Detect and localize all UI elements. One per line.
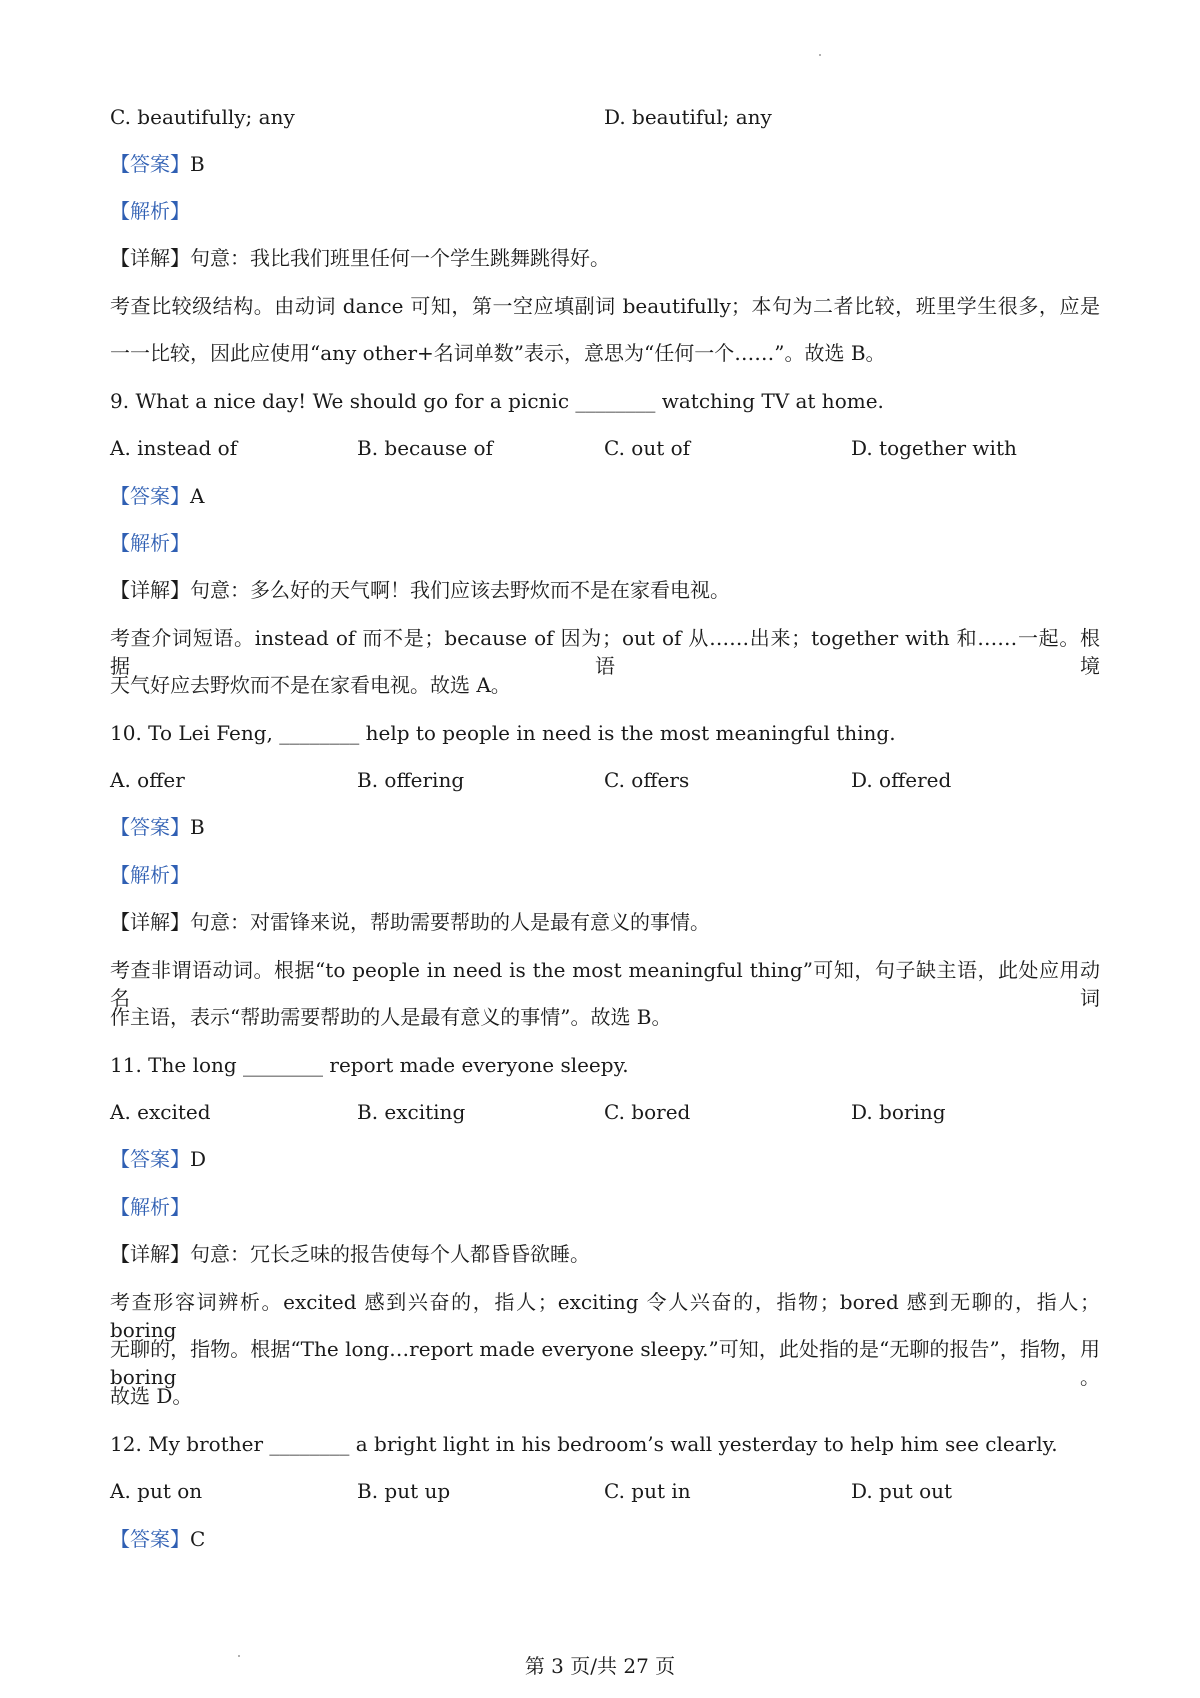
q12-option-a: A. put on bbox=[110, 1479, 203, 1503]
q8-explanation-line-2: 一一比较，因此应使用“any other+名词单数”表示，意思为“任何一个……”。故选 B。 bbox=[110, 341, 886, 365]
q11-explanation-line-1: 考查形容词辨析。excited 感到兴奋的，指人；exciting 令人兴奋的，指物；bored 感到无聊的，指人；boring bbox=[110, 1290, 1100, 1342]
q9-stem: 9. What a nice day! We should go for a picnic ________ watching TV at home. bbox=[110, 389, 884, 413]
q9-option-b: B. because of bbox=[357, 436, 493, 460]
page-number: 第 3 页/共 27 页 bbox=[524, 1654, 676, 1678]
answer-tag: 【答案】 bbox=[110, 1527, 190, 1551]
q9-option-a: A. instead of bbox=[110, 436, 238, 460]
q11-analysis-tag: 【解析】 bbox=[110, 1195, 190, 1219]
detail-tag: 【详解】 bbox=[110, 1242, 190, 1266]
q8-option-c: C. beautifully; any bbox=[110, 105, 295, 129]
q8-option-d: D. beautiful; any bbox=[604, 105, 772, 129]
q10-option-a: A. offer bbox=[110, 768, 185, 792]
q10-explanation-line-2: 作主语，表示“帮助需要帮助的人是最有意义的事情”。故选 B。 bbox=[110, 1005, 672, 1029]
q8-analysis-tag: 【解析】 bbox=[110, 199, 190, 223]
answer-value: C bbox=[190, 1527, 206, 1551]
q11-stem: 11. The long ________ report made everyone sleepy. bbox=[110, 1053, 629, 1077]
answer-value: A bbox=[190, 484, 205, 508]
q10-detail bbox=[110, 908, 710, 936]
q12-option-b: B. put up bbox=[357, 1479, 451, 1503]
q8-explanation-line-1: 考查比较级结构。由动词 dance 可知，第一空应填副词 beautifully；本句为二者比较，班里学生很多，应是 bbox=[110, 294, 1100, 318]
q10-stem: 10. To Lei Feng, ________ help to people in need is the most meaningful thing. bbox=[110, 721, 896, 745]
detail-tag: 【详解】 bbox=[110, 578, 190, 602]
detail-tag: 【详解】 bbox=[110, 910, 190, 934]
q10-answer bbox=[110, 813, 205, 841]
answer-tag: 【答案】 bbox=[110, 152, 190, 176]
detail-text: 句意：冗长乏味的报告使每个人都昏昏欲睡。 bbox=[190, 1242, 590, 1266]
q8-detail bbox=[110, 244, 610, 272]
q9-analysis-tag: 【解析】 bbox=[110, 531, 190, 555]
q12-answer bbox=[110, 1525, 205, 1553]
q12-option-d: D. put out bbox=[851, 1479, 953, 1503]
answer-tag: 【答案】 bbox=[110, 484, 190, 508]
answer-value: B bbox=[190, 815, 205, 839]
q9-option-c: C. out of bbox=[604, 436, 691, 460]
q10-option-b: B. offering bbox=[357, 768, 465, 792]
q10-analysis-tag: 【解析】 bbox=[110, 863, 190, 887]
q9-option-d: D. together with bbox=[851, 436, 1017, 460]
q10-option-c: C. offers bbox=[604, 768, 690, 792]
answer-tag: 【答案】 bbox=[110, 815, 190, 839]
q9-explanation-line-1: 考查介词短语。instead of 而不是；because of 因为；out of 从……出来；together with 和……一起。根据语境 bbox=[110, 626, 1100, 678]
q11-option-a: A. excited bbox=[110, 1100, 211, 1124]
q11-option-c: C. bored bbox=[604, 1100, 691, 1124]
detail-tag: 【详解】 bbox=[110, 246, 190, 270]
q9-answer bbox=[110, 482, 204, 510]
detail-text: 句意：多么好的天气啊！我们应该去野炊而不是在家看电视。 bbox=[190, 578, 730, 602]
q11-explanation-line-3: 故选 D。 bbox=[110, 1384, 193, 1408]
q9-explanation-line-2: 天气好应去野炊而不是在家看电视。故选 A。 bbox=[110, 673, 511, 697]
q11-option-b: B. exciting bbox=[357, 1100, 466, 1124]
q11-answer bbox=[110, 1145, 206, 1173]
answer-value: D bbox=[190, 1147, 207, 1171]
detail-text: 句意：对雷锋来说，帮助需要帮助的人是最有意义的事情。 bbox=[190, 910, 710, 934]
scan-dot bbox=[819, 54, 821, 56]
q8-answer bbox=[110, 150, 205, 178]
detail-text: 句意：我比我们班里任何一个学生跳舞跳得好。 bbox=[190, 246, 610, 270]
answer-value: B bbox=[190, 152, 205, 176]
q9-detail bbox=[110, 576, 730, 604]
answer-tag: 【答案】 bbox=[110, 1147, 190, 1171]
q11-option-d: D. boring bbox=[851, 1100, 946, 1124]
q12-option-c: C. put in bbox=[604, 1479, 691, 1503]
q11-detail bbox=[110, 1240, 590, 1268]
q10-explanation-line-1: 考查非谓语动词。根据“to people in need is the most meaningful thing”可知，句子缺主语，此处应用动名词 bbox=[110, 958, 1100, 1010]
q10-option-d: D. offered bbox=[851, 768, 952, 792]
q11-explanation-line-2: 无聊的，指物。根据“The long…report made everyone sleepy.”可知，此处指的是“无聊的报告”，指物，用 boring。 bbox=[110, 1337, 1100, 1389]
q12-stem: 12. My brother ________ a bright light in his bedroom’s wall yesterday to help him see clearly. bbox=[110, 1432, 1058, 1456]
